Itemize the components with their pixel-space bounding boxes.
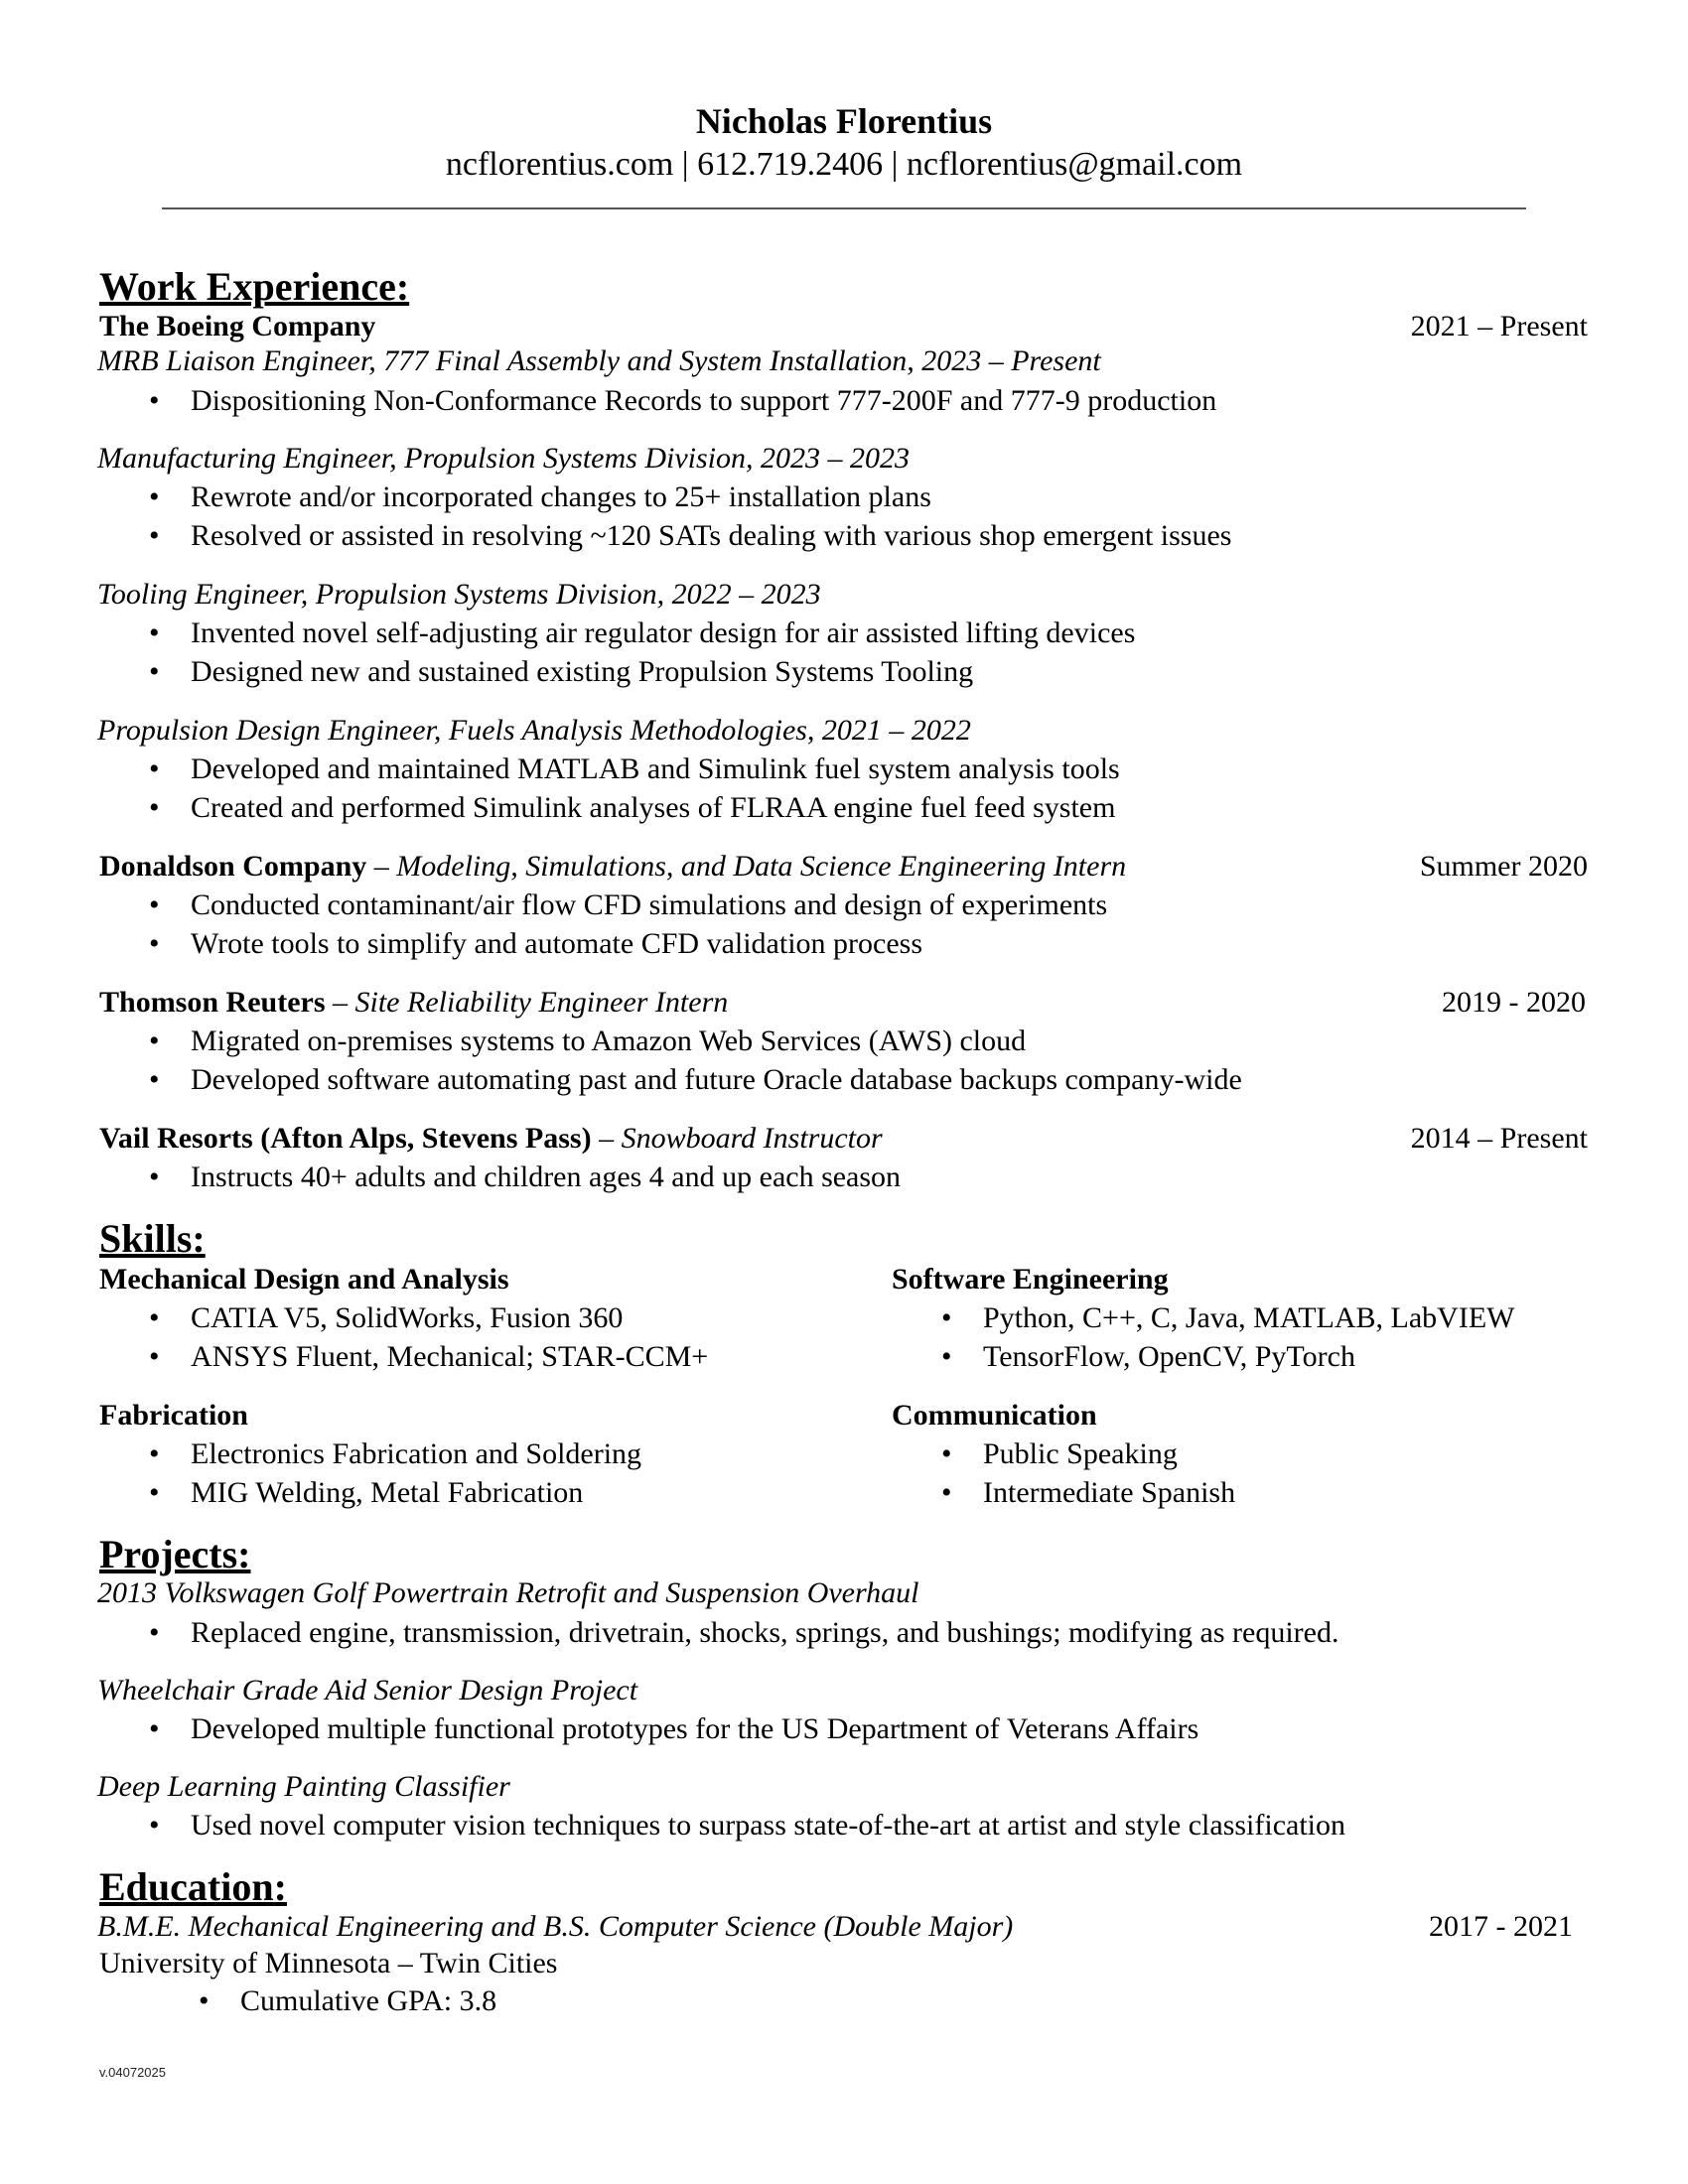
bullet-item: • Wrote tools to simplify and automate CFD validation process [149,925,922,963]
bullet-item: • Replaced engine, transmission, drivetrain, shocks, springs, and bushings; modifying as required. [149,1614,1338,1652]
bullet-icon: • [941,1437,952,1470]
bullet-icon: • [941,1476,952,1509]
employer-line [99,1120,883,1158]
bullet-item: • Used novel computer vision techniques to surpass state-of-the-art at artist and style classification [149,1807,1345,1844]
bullet-item: • Migrated on-premises systems to Amazon Web Services (AWS) cloud [149,1023,1026,1060]
school-name: University of Minnesota – Twin Cities [99,1947,558,1979]
bullet-icon: • [149,1024,160,1057]
version-stamp: v.04072025 [99,2065,166,2080]
role-title: – Site Reliability Engineer Intern [325,986,729,1019]
project-title: Wheelchair Grade Aid Senior Design Project [97,1674,638,1706]
section-heading-skills: Skills: [99,1216,206,1261]
role-title: MRB Liaison Engineer, 777 Final Assembly and System Installation, 2023 – Present [97,344,1101,377]
bullet-icon: • [941,1301,952,1334]
bullet-icon: • [149,1476,160,1509]
bullet-icon: • [149,791,160,824]
bullet-icon: • [149,655,160,688]
project-title: 2013 Volkswagen Golf Powertrain Retrofit and Suspension Overhaul [97,1576,919,1609]
bullet-icon: • [149,888,160,921]
bullet-item: • Created and performed Simulink analyses of FLRAA engine fuel feed system [149,789,1115,827]
role-title: Propulsion Design Engineer, Fuels Analysis Methodologies, 2021 – 2022 [97,714,971,747]
candidate-name: Nicholas Florentius [695,101,993,141]
employment-dates: 2021 – Present [1410,310,1588,342]
skill-category-title: Communication [892,1399,1097,1432]
bullet-icon: • [149,927,160,960]
section-heading-education: Education: [99,1864,287,1909]
employer-name: The Boeing Company [99,310,376,342]
bullet-item: • Invented novel self-adjusting air regulator design for air assisted lifting devices [149,614,1135,652]
bullet-item: • Developed multiple functional prototypes for the US Department of Veterans Affairs [149,1710,1198,1748]
bullet-item: • ANSYS Fluent, Mechanical; STAR-CCM+ [149,1338,708,1376]
role-title: Manufacturing Engineer, Propulsion Systems Division, 2023 – 2023 [97,442,910,475]
skill-category-title: Mechanical Design and Analysis [99,1263,509,1296]
bullet-icon: • [149,1616,160,1649]
employer-name: Vail Resorts (Afton Alps, Stevens Pass) [99,1122,592,1155]
section-heading-projects: Projects: [99,1532,251,1576]
bullet-item: • Designed new and sustained existing Propulsion Systems Tooling [149,653,973,691]
bullet-icon: • [149,1301,160,1334]
bullet-item: • Conducted contaminant/air flow CFD simulations and design of experiments [149,887,1107,924]
bullet-icon: • [149,1340,160,1373]
bullet-icon: • [149,519,160,552]
bullet-item: • Public Speaking [941,1435,1178,1473]
role-title: Tooling Engineer, Propulsion Systems Division, 2022 – 2023 [97,578,821,611]
project-title: Deep Learning Painting Classifier [97,1770,510,1803]
bullet-item: • Developed and maintained MATLAB and Simulink fuel system analysis tools [149,751,1120,788]
bullet-item: • CATIA V5, SolidWorks, Fusion 360 [149,1299,623,1337]
bullet-item: • MIG Welding, Metal Fabrication [149,1474,583,1512]
education-dates: 2017 - 2021 [1429,1910,1573,1943]
bullet-item: • Python, C++, C, Java, MATLAB, LabVIEW [941,1299,1514,1337]
employer-line [99,984,728,1022]
bullet-item: • Cumulative GPA: 3.8 [199,1982,496,2020]
bullet-icon: • [149,1063,160,1096]
bullet-icon: • [199,1984,210,2017]
bullet-item: • TensorFlow, OpenCV, PyTorch [941,1338,1355,1376]
employer-name: Donaldson Company [99,850,367,883]
bullet-icon: • [149,752,160,785]
bullet-icon: • [149,1437,160,1470]
contact-line: ncflorentius.com | 612.719.2406 | ncflorentius@gmail.com [445,146,1243,183]
bullet-item: • Resolved or assisted in resolving ~120 SATs dealing with various shop emergent issues [149,517,1231,555]
employer-line [99,848,1126,886]
employment-dates: 2019 - 2020 [1442,986,1586,1019]
bullet-icon: • [149,1160,160,1193]
bullet-icon: • [149,616,160,649]
bullet-icon: • [149,1712,160,1745]
role-title: – Snowboard Instructor [591,1122,883,1155]
skill-category-title: Software Engineering [892,1263,1169,1296]
employment-dates: 2014 – Present [1410,1122,1588,1155]
bullet-icon: • [149,1809,160,1842]
bullet-item: • Dispositioning Non-Conformance Records to support 777-200F and 777-9 production [149,382,1216,420]
bullet-icon: • [941,1340,952,1373]
section-heading-work: Work Experience: [99,264,410,309]
skill-category-title: Fabrication [99,1399,248,1432]
bullet-item: • Rewrote and/or incorporated changes to 25+ installation plans [149,478,931,516]
bullet-icon: • [149,384,160,417]
bullet-item: • Electronics Fabrication and Soldering [149,1435,641,1473]
bullet-icon: • [149,480,160,513]
degree-title: B.M.E. Mechanical Engineering and B.S. Computer Science (Double Major) [97,1910,1014,1943]
employment-dates: Summer 2020 [1419,850,1588,883]
bullet-item: • Instructs 40+ adults and children ages 4 and up each season [149,1159,901,1196]
role-title: – Modeling, Simulations, and Data Science Engineering Intern [366,850,1127,883]
bullet-item: • Developed software automating past and future Oracle database backups company-wide [149,1061,1242,1099]
employer-name: Thomson Reuters [99,986,326,1019]
resume-header [0,99,1688,187]
bullet-item: • Intermediate Spanish [941,1474,1235,1512]
header-divider [162,207,1526,209]
